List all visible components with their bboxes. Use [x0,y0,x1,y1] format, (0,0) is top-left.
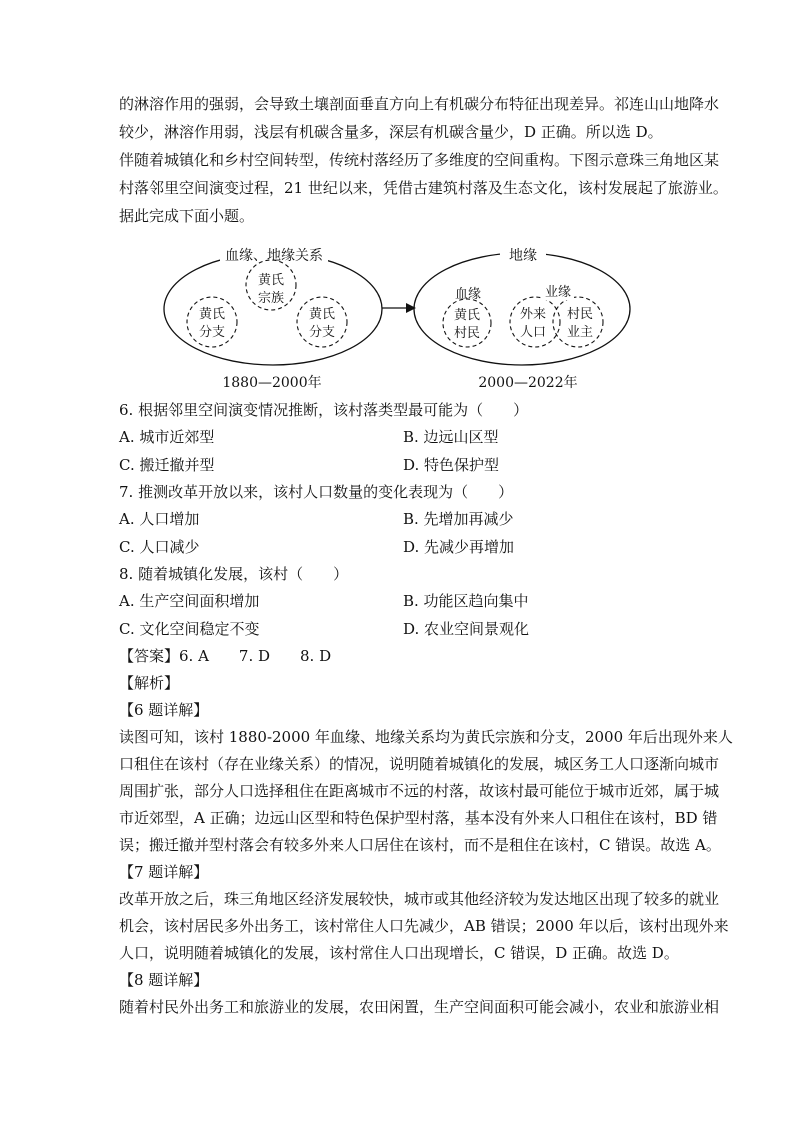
q6-detail-line-3: 周围扩张，部分人口选择租住在距离城市不远的村落，故该村最可能位于城市近郊，属于城 [119,782,720,800]
intro-line-3: 伴随着城镇化和乡村空间转型，传统村落经历了多维度的空间重构。下图示意珠三角地区某 [119,151,720,169]
intro-line-4: 村落邻里空间演变过程，21 世纪以来，凭借古建筑村落及生态文化，该村发展起了旅游业。 [119,179,728,197]
q6-detail-line-5: 误；搬迁撤并型村落会有较多外来人口居住在该村，而不是租住在该村，C 错误。故选 A。 [119,836,721,854]
q6-option-a: A. 城市近郊型 [119,428,215,446]
right-title: 地缘 [509,248,537,264]
q7-option-a: A. 人口增加 [119,510,200,528]
q7-detail-line-2: 机会，该村居民多外出务工，该村常住人口先减少，AB 错误；2000 年以后，该村出现外来 [119,917,729,935]
label-work: 业缘 [544,285,572,300]
village-space-diagram [150,238,650,393]
q7-detail-title: 【7 题详解】 [119,863,209,881]
right-owners-line1: 村民 [566,307,594,322]
right-migrants-line1: 外来 [519,307,547,322]
question-7-stem: 7. 推测改革开放以来，该村人口数量的变化表现为（ ） [119,483,514,501]
q8-detail-title: 【8 题详解】 [119,971,209,989]
answer-line: 【答案】6. A 7. D 8. D [119,647,332,665]
left-branch1-line1: 黄氏 [198,307,226,322]
q6-detail-line-1: 读图可知，该村 1880-2000 年血缘、地缘关系均为黄氏宗族和分支，2000 年后出现外来人 [119,728,733,746]
left-period: 1880—2000年 [222,375,322,391]
left-center-line2: 宗族 [257,291,285,306]
left-branch2-line2: 分支 [308,325,336,340]
q6-option-c: C. 搬迁撤并型 [119,456,215,474]
q7-detail-line-3: 人口，说明随着城镇化的发展，该村常住人口出现增长，C 错误，D 正确。故选 D。 [119,944,679,962]
q6-option-d: D. 特色保护型 [403,456,500,474]
intro-line-5: 据此完成下面小题。 [119,207,255,225]
q8-detail-line-1: 随着村民外出务工和旅游业的发展，农田闲置，生产空间面积可能会减小，农业和旅游业相 [119,998,720,1016]
left-title: 血缘、地缘关系 [225,248,323,264]
q7-detail-line-1: 改革开放之后，珠三角地区经济发展较快，城市或其他经济较为发达地区出现了较多的就业 [119,890,720,908]
intro-line-2: 较少，淋溶作用弱，浅层有机碳含量多，深层有机碳含量少，D 正确。所以选 D。 [119,123,663,141]
left-branch2-line1: 黄氏 [308,307,336,322]
right-villagers-line2: 村民 [453,326,481,341]
left-branch1-line2: 分支 [198,325,226,340]
q8-option-d: D. 农业空间景观化 [403,620,530,638]
question-6-stem: 6. 根据邻里空间演变情况推断，该村落类型最可能为（ ） [119,401,529,419]
q6-detail-title: 【6 题详解】 [119,701,209,719]
right-migrants-line2: 人口 [519,325,547,340]
left-ellipse [164,253,382,365]
label-blood: 血缘 [454,287,482,302]
q6-detail-line-2: 口租住在该村（存在业缘关系）的情况，说明随着城镇化的发展，城区务工人口逐渐向城市 [119,755,720,773]
right-owners-line2: 业主 [566,325,594,340]
q7-option-d: D. 先减少再增加 [403,538,515,556]
q6-option-b: B. 边远山区型 [403,428,499,446]
intro-line-1: 的淋溶作用的强弱，会导致土壤剖面垂直方向上有机碳分布特征出现差异。祁连山山地降水 [119,95,720,113]
q8-option-c: C. 文化空间稳定不变 [119,620,260,638]
q6-detail-line-4: 市近郊型，A 正确；边远山区型和特色保护型村落，基本没有外来人口租住在该村，BD 错 [119,809,718,827]
q8-option-b: B. 功能区趋向集中 [403,592,529,610]
question-8-stem: 8. 随着城镇化发展，该村（ ） [119,565,349,583]
q7-option-b: B. 先增加再减少 [403,510,514,528]
q7-option-c: C. 人口减少 [119,538,200,556]
left-center-line1: 黄氏 [257,273,285,288]
analysis-title: 【解析】 [119,674,180,692]
right-period: 2000—2022年 [478,375,578,391]
q8-option-a: A. 生产空间面积增加 [119,592,260,610]
right-villagers-line1: 黄氏 [453,308,481,323]
